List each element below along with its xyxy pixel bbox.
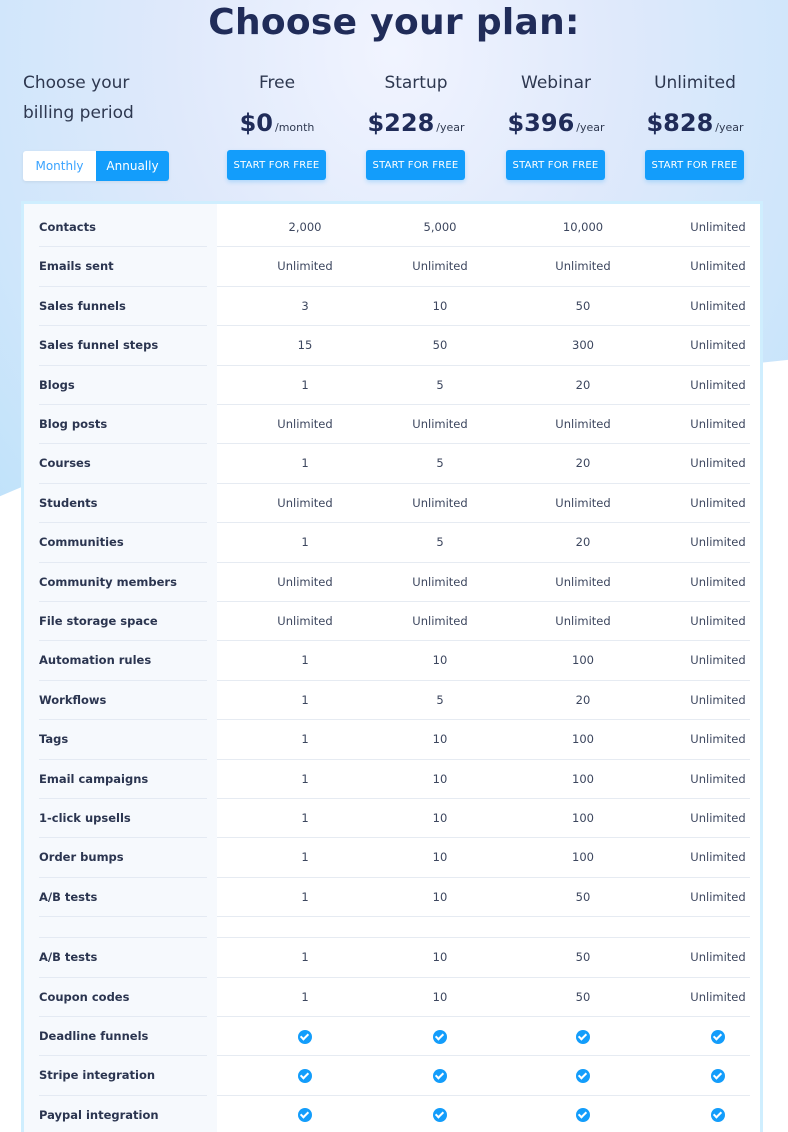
billing-toggle-annually[interactable]: Annually (96, 151, 169, 181)
feature-values (217, 799, 750, 838)
feature-value-cell: Unlimited (277, 417, 333, 431)
feature-value-cell: 1 (301, 950, 309, 965)
table-row (24, 938, 760, 977)
table-row (24, 523, 760, 562)
feature-value-cell: 20 (575, 692, 591, 707)
feature-value-cell (518, 917, 648, 938)
check-circle-icon (298, 1030, 312, 1044)
check-circle-icon (576, 1030, 590, 1044)
feature-value-cell: Unlimited (555, 495, 611, 510)
feature-value-cell: 100 (572, 811, 594, 825)
plan-name: Unlimited (654, 73, 736, 93)
feature-label: Blog posts (39, 405, 207, 444)
feature-values (217, 838, 750, 877)
table-row (24, 247, 760, 286)
plan-name: Webinar (521, 73, 591, 93)
table-row (24, 287, 760, 326)
feature-value-cell: 50 (575, 298, 591, 313)
billing-label-line2: billing period (23, 103, 134, 123)
feature-value-cell: 10,000 (562, 220, 604, 234)
feature-values (217, 602, 750, 641)
feature-values (217, 681, 750, 720)
feature-label: Tags (39, 720, 207, 759)
start-for-free-button[interactable]: START FOR FREE (645, 150, 744, 180)
feature-label: Students (39, 484, 207, 523)
feature-value-cell: Unlimited (690, 495, 746, 510)
feature-values (217, 366, 750, 405)
feature-value-cell: 10 (432, 950, 448, 965)
feature-value-cell: Unlimited (412, 417, 468, 431)
page-title: Choose your plan: (208, 2, 580, 43)
feature-values (217, 247, 750, 286)
feature-value-cell: Unlimited (690, 574, 746, 589)
feature-values (217, 563, 750, 602)
feature-value-cell: 50 (575, 889, 591, 904)
table-row (24, 484, 760, 523)
feature-value-cell: 10 (432, 298, 448, 313)
plan-price-period: /year (576, 121, 605, 134)
feature-values (217, 917, 750, 938)
feature-value-cell: 1 (301, 653, 309, 668)
feature-value-cell: 10 (432, 889, 448, 904)
feature-label: Sales funnel steps (39, 326, 207, 365)
check-circle-icon (433, 1108, 447, 1122)
plan-price-amount: $828 (646, 109, 714, 137)
feature-value-cell (375, 917, 505, 938)
check-circle-icon (576, 1069, 590, 1083)
feature-included-cell (653, 1096, 763, 1132)
feature-value-cell: Unlimited (412, 495, 468, 510)
feature-value-cell: 50 (432, 338, 448, 353)
feature-value-cell: Unlimited (690, 989, 746, 1004)
feature-label: Order bumps (39, 838, 207, 877)
feature-value-cell: Unlimited (690, 417, 746, 431)
plan-column-1 (346, 70, 486, 171)
feature-included-cell (240, 1056, 370, 1095)
plan-price-amount: $228 (367, 109, 435, 137)
feature-included-cell (375, 1096, 505, 1132)
table-row (24, 326, 760, 365)
table-row (24, 760, 760, 799)
feature-value-cell: 2,000 (288, 220, 322, 234)
feature-value-cell: 10 (432, 989, 448, 1004)
feature-included-cell (375, 1017, 505, 1056)
check-circle-icon (298, 1108, 312, 1122)
table-row (24, 366, 760, 405)
feature-value-cell: 1 (301, 889, 309, 904)
feature-label: 1-click upsells (39, 799, 207, 838)
feature-value-cell: 100 (572, 771, 594, 786)
billing-toggle-monthly[interactable]: Monthly (23, 151, 96, 181)
feature-value-cell: Unlimited (555, 614, 611, 628)
billing-period-label (23, 68, 213, 128)
feature-values (217, 523, 750, 562)
feature-value-cell: Unlimited (412, 574, 468, 589)
feature-label: Community members (39, 563, 207, 602)
feature-value-cell: Unlimited (412, 259, 468, 274)
feature-value-cell: Unlimited (690, 614, 746, 628)
feature-value-cell: 10 (432, 653, 448, 668)
feature-value-cell: Unlimited (690, 889, 746, 904)
feature-comparison-table (21, 201, 763, 1132)
feature-value-cell: Unlimited (555, 417, 611, 431)
feature-value-cell: 5 (436, 377, 444, 392)
plan-column-0 (207, 70, 347, 171)
feature-value-cell: 10 (432, 771, 448, 786)
plan-price-period: /month (274, 121, 315, 134)
feature-value-cell: 20 (575, 456, 591, 471)
feature-label: Workflows (39, 681, 207, 720)
feature-label: Communities (39, 523, 207, 562)
feature-label: Paypal integration (39, 1096, 207, 1132)
feature-value-cell: 20 (575, 535, 591, 550)
table-row (24, 602, 760, 641)
feature-label: Sales funnels (39, 287, 207, 326)
feature-value-cell: Unlimited (412, 614, 468, 628)
feature-values (217, 208, 750, 247)
feature-value-cell: 5 (436, 456, 444, 471)
feature-label: A/B tests (39, 938, 207, 977)
feature-values (217, 1056, 750, 1095)
feature-label: Email campaigns (39, 760, 207, 799)
plan-name: Free (258, 73, 296, 93)
feature-values (217, 720, 750, 759)
feature-value-cell: Unlimited (277, 574, 333, 589)
table-row (24, 1017, 760, 1056)
plan-price (346, 104, 486, 142)
feature-included-cell (375, 1056, 505, 1095)
table-row (24, 1096, 760, 1132)
feature-included-cell (653, 1017, 763, 1056)
feature-value-cell: Unlimited (690, 732, 746, 747)
plan-price-period: /year (436, 121, 465, 134)
feature-included-cell (518, 1096, 648, 1132)
feature-value-cell: Unlimited (690, 653, 746, 668)
plan-price-amount: $0 (239, 109, 273, 137)
feature-value-cell (653, 917, 763, 938)
check-circle-icon (298, 1069, 312, 1083)
feature-included-cell (518, 1056, 648, 1095)
plan-column-2 (486, 70, 626, 171)
feature-included-cell (518, 1017, 648, 1056)
table-row (24, 1056, 760, 1095)
feature-values (217, 287, 750, 326)
feature-value-cell: 50 (575, 950, 591, 965)
start-for-free-button[interactable]: START FOR FREE (227, 150, 326, 180)
feature-label: Deadline funnels (39, 1017, 207, 1056)
plan-column-3 (625, 70, 765, 171)
feature-value-cell: Unlimited (690, 220, 746, 234)
feature-value-cell: Unlimited (277, 259, 333, 274)
feature-values (217, 938, 750, 977)
feature-value-cell: 10 (432, 811, 448, 825)
table-row (24, 208, 760, 247)
billing-label-line1: Choose your (23, 73, 130, 93)
feature-values (217, 878, 750, 917)
feature-values (217, 1017, 750, 1056)
feature-label: Emails sent (39, 247, 207, 286)
feature-label: Automation rules (39, 641, 207, 680)
feature-values (217, 978, 750, 1017)
feature-value-cell: Unlimited (690, 950, 746, 965)
feature-value-cell: 1 (301, 850, 309, 865)
check-circle-icon (711, 1030, 725, 1044)
check-circle-icon (433, 1069, 447, 1083)
feature-value-cell: Unlimited (555, 259, 611, 274)
feature-values (217, 326, 750, 365)
feature-value-cell: 3 (301, 298, 309, 313)
table-row (24, 878, 760, 917)
feature-value-cell (240, 917, 370, 938)
feature-value-cell: 1 (301, 811, 309, 825)
feature-value-cell: Unlimited (690, 771, 746, 786)
feature-label: Coupon codes (39, 978, 207, 1017)
feature-values (217, 641, 750, 680)
feature-included-cell (240, 1017, 370, 1056)
table-row (24, 563, 760, 602)
feature-value-cell: 1 (301, 377, 309, 392)
feature-values (217, 1096, 750, 1132)
feature-value-cell: 1 (301, 732, 309, 747)
plan-name: Startup (384, 73, 448, 93)
table-row (24, 641, 760, 680)
feature-label: Contacts (39, 208, 207, 247)
feature-value-cell: 100 (572, 653, 594, 668)
feature-value-cell: Unlimited (690, 259, 746, 274)
feature-value-cell: 5,000 (423, 220, 457, 234)
feature-value-cell: 1 (301, 692, 309, 707)
feature-label: Stripe integration (39, 1056, 207, 1095)
feature-value-cell: Unlimited (690, 535, 746, 550)
feature-value-cell: 1 (301, 771, 309, 786)
feature-value-cell: 5 (436, 535, 444, 550)
check-circle-icon (711, 1108, 725, 1122)
feature-value-cell: 10 (432, 850, 448, 865)
plan-price (486, 104, 626, 142)
feature-value-cell: 10 (432, 732, 448, 747)
plan-price (625, 104, 765, 142)
feature-value-cell: 15 (297, 338, 313, 353)
billing-toggle (23, 151, 169, 181)
plan-price (207, 104, 347, 142)
feature-label: File storage space (39, 602, 207, 641)
start-for-free-button[interactable]: START FOR FREE (506, 150, 605, 180)
feature-value-cell: 20 (575, 377, 591, 392)
table-spacer-row (24, 917, 760, 938)
feature-value-cell: Unlimited (690, 692, 746, 707)
feature-label (39, 917, 207, 938)
feature-included-cell (240, 1096, 370, 1132)
feature-included-cell (653, 1056, 763, 1095)
start-for-free-button[interactable]: START FOR FREE (366, 150, 465, 180)
feature-value-cell: Unlimited (690, 456, 746, 471)
table-row (24, 838, 760, 877)
feature-values (217, 760, 750, 799)
feature-value-cell: Unlimited (690, 377, 746, 392)
check-circle-icon (433, 1030, 447, 1044)
plan-price-amount: $396 (507, 109, 575, 137)
check-circle-icon (576, 1108, 590, 1122)
feature-value-cell: Unlimited (690, 338, 746, 353)
feature-value-cell: Unlimited (690, 850, 746, 865)
feature-value-cell: Unlimited (690, 811, 746, 825)
feature-value-cell: Unlimited (690, 298, 746, 313)
table-row (24, 405, 760, 444)
table-row (24, 444, 760, 483)
feature-value-cell: 1 (301, 535, 309, 550)
feature-value-cell: 100 (572, 850, 594, 865)
table-row (24, 720, 760, 759)
feature-values (217, 484, 750, 523)
feature-value-cell: 50 (575, 989, 591, 1004)
feature-value-cell: 100 (572, 732, 594, 747)
table-row (24, 799, 760, 838)
check-circle-icon (711, 1069, 725, 1083)
feature-value-cell: 1 (301, 456, 309, 471)
feature-label: Courses (39, 444, 207, 483)
feature-value-cell: 300 (572, 338, 594, 353)
feature-label: Blogs (39, 366, 207, 405)
feature-value-cell: 1 (301, 989, 309, 1004)
feature-value-cell: Unlimited (555, 574, 611, 589)
feature-values (217, 405, 750, 444)
feature-value-cell: Unlimited (277, 495, 333, 510)
plan-price-period: /year (715, 121, 744, 134)
feature-values (217, 444, 750, 483)
feature-value-cell: 5 (436, 692, 444, 707)
feature-value-cell: Unlimited (277, 614, 333, 628)
table-row (24, 978, 760, 1017)
table-row (24, 681, 760, 720)
feature-label: A/B tests (39, 878, 207, 917)
